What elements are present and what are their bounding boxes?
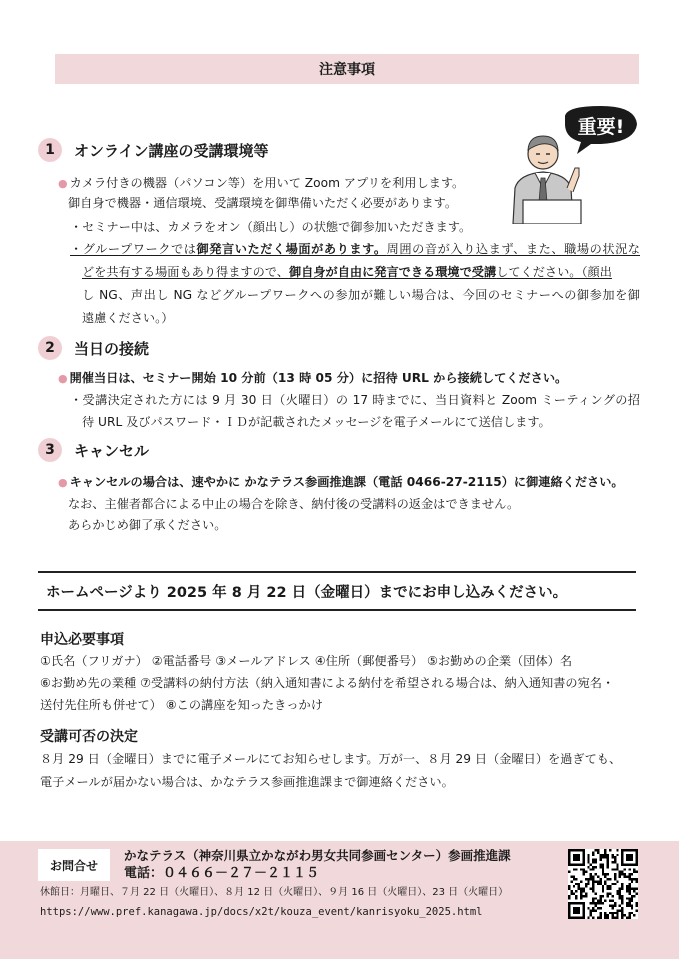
decision-line-2: 電子メールが届かない場合は、かなテラス参画推進課まで御連絡ください。 — [40, 775, 454, 789]
contact-phone: 電話：０４６６－２７－２１１５ — [124, 866, 320, 881]
section-3-heading — [38, 438, 149, 462]
bullet-icon: ● — [58, 372, 68, 385]
decision-heading: 受講可否の決定 — [40, 729, 138, 745]
s3-line-2: なお、主催者都合による中止の場合を除き、納付後の受講料の返金はできません。 — [68, 497, 520, 511]
banner-title: 注意事項 — [319, 62, 375, 78]
s2-line-1: ● 開催当日は、セミナー開始 10 分前（13 時 05 分）に招待 URL から接続してください。 — [58, 371, 568, 385]
s3-line-3: あらかじめ御了承ください。 — [68, 518, 227, 532]
qr-code-icon[interactable] — [568, 849, 638, 919]
s1-line-4: ・グループワークでは御発言いただく場面があります。周囲の音が入り込まず、また、職場の状況な — [70, 242, 640, 256]
s1-line-7: 遠慮ください。） — [82, 311, 174, 325]
section-number: 2 — [38, 336, 62, 360]
section-title: オンライン講座の受講環境等 — [74, 141, 269, 160]
section-number: 1 — [38, 138, 62, 162]
section-1-heading — [38, 138, 269, 162]
website-url[interactable]: https://www.pref.kanagawa.jp/docs/x2t/kouza_event/kanrisyoku_2025.html — [40, 906, 483, 918]
section-title: 当日の接続 — [74, 339, 150, 358]
application-deadline — [38, 571, 636, 611]
section-number: 3 — [38, 438, 62, 462]
section-title: キャンセル — [74, 441, 150, 460]
bullet-icon: ● — [58, 177, 68, 190]
s1-line-3: ・セミナー中は、カメラをオン（顔出し）の状態で御参加いただきます。 — [70, 220, 472, 234]
section-2-heading — [38, 336, 149, 360]
contact-label: お問合せ — [38, 849, 110, 881]
s3-line-1: ● キャンセルの場合は、速やかに かなテラス参画推進課（電話 0466-27-2115）に御連絡ください。 — [58, 475, 624, 489]
closed-days: 休館日：月曜日、７月 22 日（火曜日）、８月 12 日（火曜日）、９月 16 日（火曜日）、23 日（火曜日） — [40, 887, 509, 898]
s1-line-5: どを共有する場面もあり得ますので、御自身が自由に発言できる環境で受講してください。（顔出 — [82, 265, 612, 279]
s1-line-1: ● カメラ付きの機器（パソコン等）を用いて Zoom アプリを利用します。 — [58, 176, 465, 190]
required-items-heading: 申込必要事項 — [40, 632, 124, 648]
notice-banner — [55, 54, 639, 84]
required-line-2: ⑥お勤め先の業種 ⑦受講料の納付方法（納入通知書による納付を希望される場合は、納入通知書の宛名・ — [40, 676, 615, 690]
presenter-important-illustration — [505, 104, 640, 224]
bullet-icon: ● — [58, 476, 68, 489]
deadline-text: ホームページより 2025 年 8 月 22 日（金曜日）までにお申し込みください。 — [46, 584, 568, 601]
required-line-1: ①氏名（フリガナ） ②電話番号 ③メールアドレス ④住所（郵便番号） ⑤お勤めの企業（団体）名 — [40, 654, 573, 668]
decision-line-1: ８月 29 日（金曜日）までに電子メールにてお知らせします。万が一、８月 29 日（金曜日）を過ぎても、 — [40, 752, 622, 766]
s1-line-6: し NG、声出し NG などグループワークへの参加が難しい場合は、今回のセミナーへの御参加を御 — [82, 288, 640, 302]
organization-name: かなテラス（神奈川県立かながわ男女共同参画センター）参画推進課 — [124, 848, 511, 863]
important-text: 重要! — [577, 116, 625, 138]
s1-line-2: 御自身で機器・通信環境、受講環境を御準備いただく必要があります。 — [68, 196, 458, 210]
s2-line-2: ・受講決定された方には 9 月 30 日（火曜日）の 17 時までに、当日資料と Zoom ミーティングの招 — [70, 393, 640, 407]
s2-line-3: 待 URL 及びパスワード・ＩＤが記載されたメッセージを電子メールにて送信します。 — [82, 415, 551, 429]
required-line-3: 送付先住所も併せて） ⑧この講座を知ったきっかけ — [40, 698, 323, 712]
